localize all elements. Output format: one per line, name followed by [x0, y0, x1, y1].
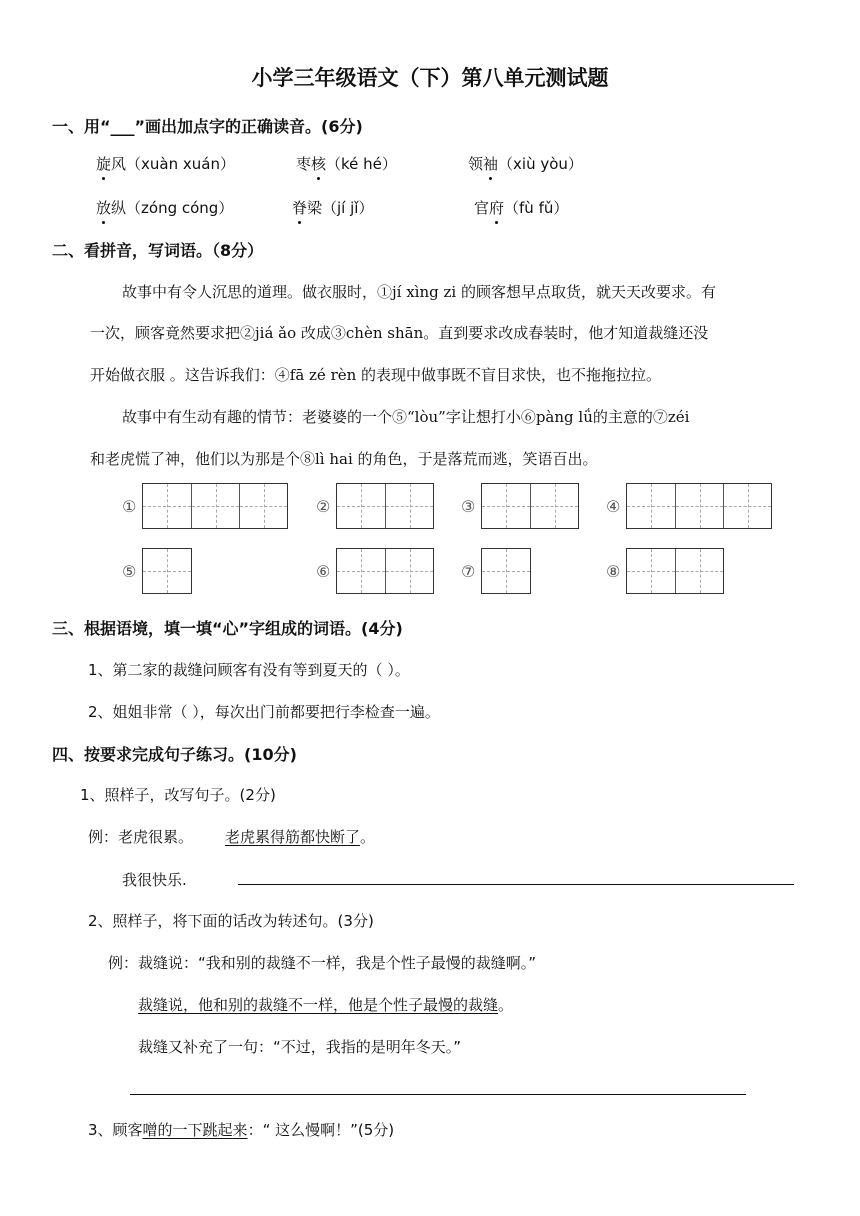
section-2-heading: 二、看拼音，写词语。（8分） — [52, 241, 264, 260]
writing-box-6[interactable] — [336, 548, 434, 594]
s4-question-3: 3、顾客噌的一下跳起来：“ 这么慢啊！”(5分) — [88, 1121, 395, 1139]
writing-box-4[interactable] — [626, 483, 772, 529]
s4-example-2: 例：裁缝说：“我和别的裁缝不一样，我是个性子最慢的裁缝啊。” — [108, 954, 537, 972]
page-title: 小学三年级语文（下）第八单元测试题 — [251, 66, 609, 90]
box-label-5: ⑤ — [122, 562, 137, 581]
s1-item-6: 官府（fù fǔ） — [474, 199, 569, 217]
s2-paragraph-line-3: 开始做衣服 。这告诉我们：④fā zé rèn 的表现中做事既不盲目求快，也不拖拖拉拉。 — [90, 366, 662, 384]
section-4-heading: 四、按要求完成句子练习。(10分) — [52, 745, 297, 764]
s2-paragraph-line-4: 故事中有生动有趣的情节：老婆婆的一个⑤“lòu”字让想打小⑥pàng lǘ的主意的⑦zéi — [122, 408, 690, 426]
s2-paragraph-line-2: 一次，顾客竟然要求把②jiá ǎo 改成③chèn shān。直到要求改成春装时，他才知道裁缝还没 — [90, 324, 709, 342]
box-label-7: ⑦ — [461, 562, 476, 581]
writing-box-2[interactable] — [336, 483, 434, 529]
s3-question-1: 1、第二家的裁缝问顾客有没有等到夏天的（ ）。 — [88, 661, 410, 679]
box-label-8: ⑧ — [606, 562, 621, 581]
writing-box-7[interactable] — [481, 548, 531, 594]
s1-item-2: 枣核（ké hé） — [296, 155, 397, 173]
s4-task-1: 我很快乐. — [122, 871, 187, 889]
answer-line-2[interactable] — [130, 1094, 746, 1095]
s3-question-2: 2、姐姐非常（ ），每次出门前都要把行李检查一遍。 — [88, 703, 440, 721]
box-label-6: ⑥ — [316, 562, 331, 581]
s1-item-4: 放纵（zóng cóng） — [96, 199, 234, 217]
writing-box-1[interactable] — [142, 483, 288, 529]
s4-question-1: 1、照样子，改写句子。(2分) — [80, 786, 276, 804]
s4-example-2-answer: 裁缝说，他和别的裁缝不一样，他是个性子最慢的裁缝。 — [138, 996, 514, 1014]
section-3-heading: 三、根据语境，填一填“心”字组成的词语。(4分) — [52, 619, 403, 638]
s1-item-1: 旋风（xuàn xuán） — [96, 155, 235, 173]
s2-paragraph-line-5: 和老虎慌了神，他们以为那是个⑧lì hai 的角色，于是落荒而逃，笑语百出。 — [90, 450, 598, 468]
s1-item-3: 领袖（xiù yòu） — [468, 155, 583, 173]
section-1-heading: 一、用“___”画出加点字的正确读音。(6分) — [52, 117, 363, 136]
s2-paragraph-line-1: 故事中有令人沉思的道理。做衣服时，①jí xìng zi 的顾客想早点取货，就天天改要求。有 — [122, 283, 716, 301]
s4-example-1: 例：老虎很累。 老虎累得筋都快断了。 — [88, 828, 376, 846]
s4-question-2: 2、照样子，将下面的话改为转述句。(3分) — [88, 912, 374, 930]
box-label-3: ③ — [461, 497, 476, 516]
s4-task-2: 裁缝又补充了一句：“不过，我指的是明年冬天。” — [138, 1038, 462, 1056]
writing-box-5[interactable] — [142, 548, 192, 594]
s1-item-5: 脊梁（jí jǐ） — [292, 199, 374, 217]
writing-box-3[interactable] — [481, 483, 579, 529]
answer-line-1[interactable] — [238, 884, 794, 885]
writing-box-8[interactable] — [626, 548, 724, 594]
box-label-4: ④ — [606, 497, 621, 516]
box-label-1: ① — [122, 497, 137, 516]
box-label-2: ② — [316, 497, 331, 516]
